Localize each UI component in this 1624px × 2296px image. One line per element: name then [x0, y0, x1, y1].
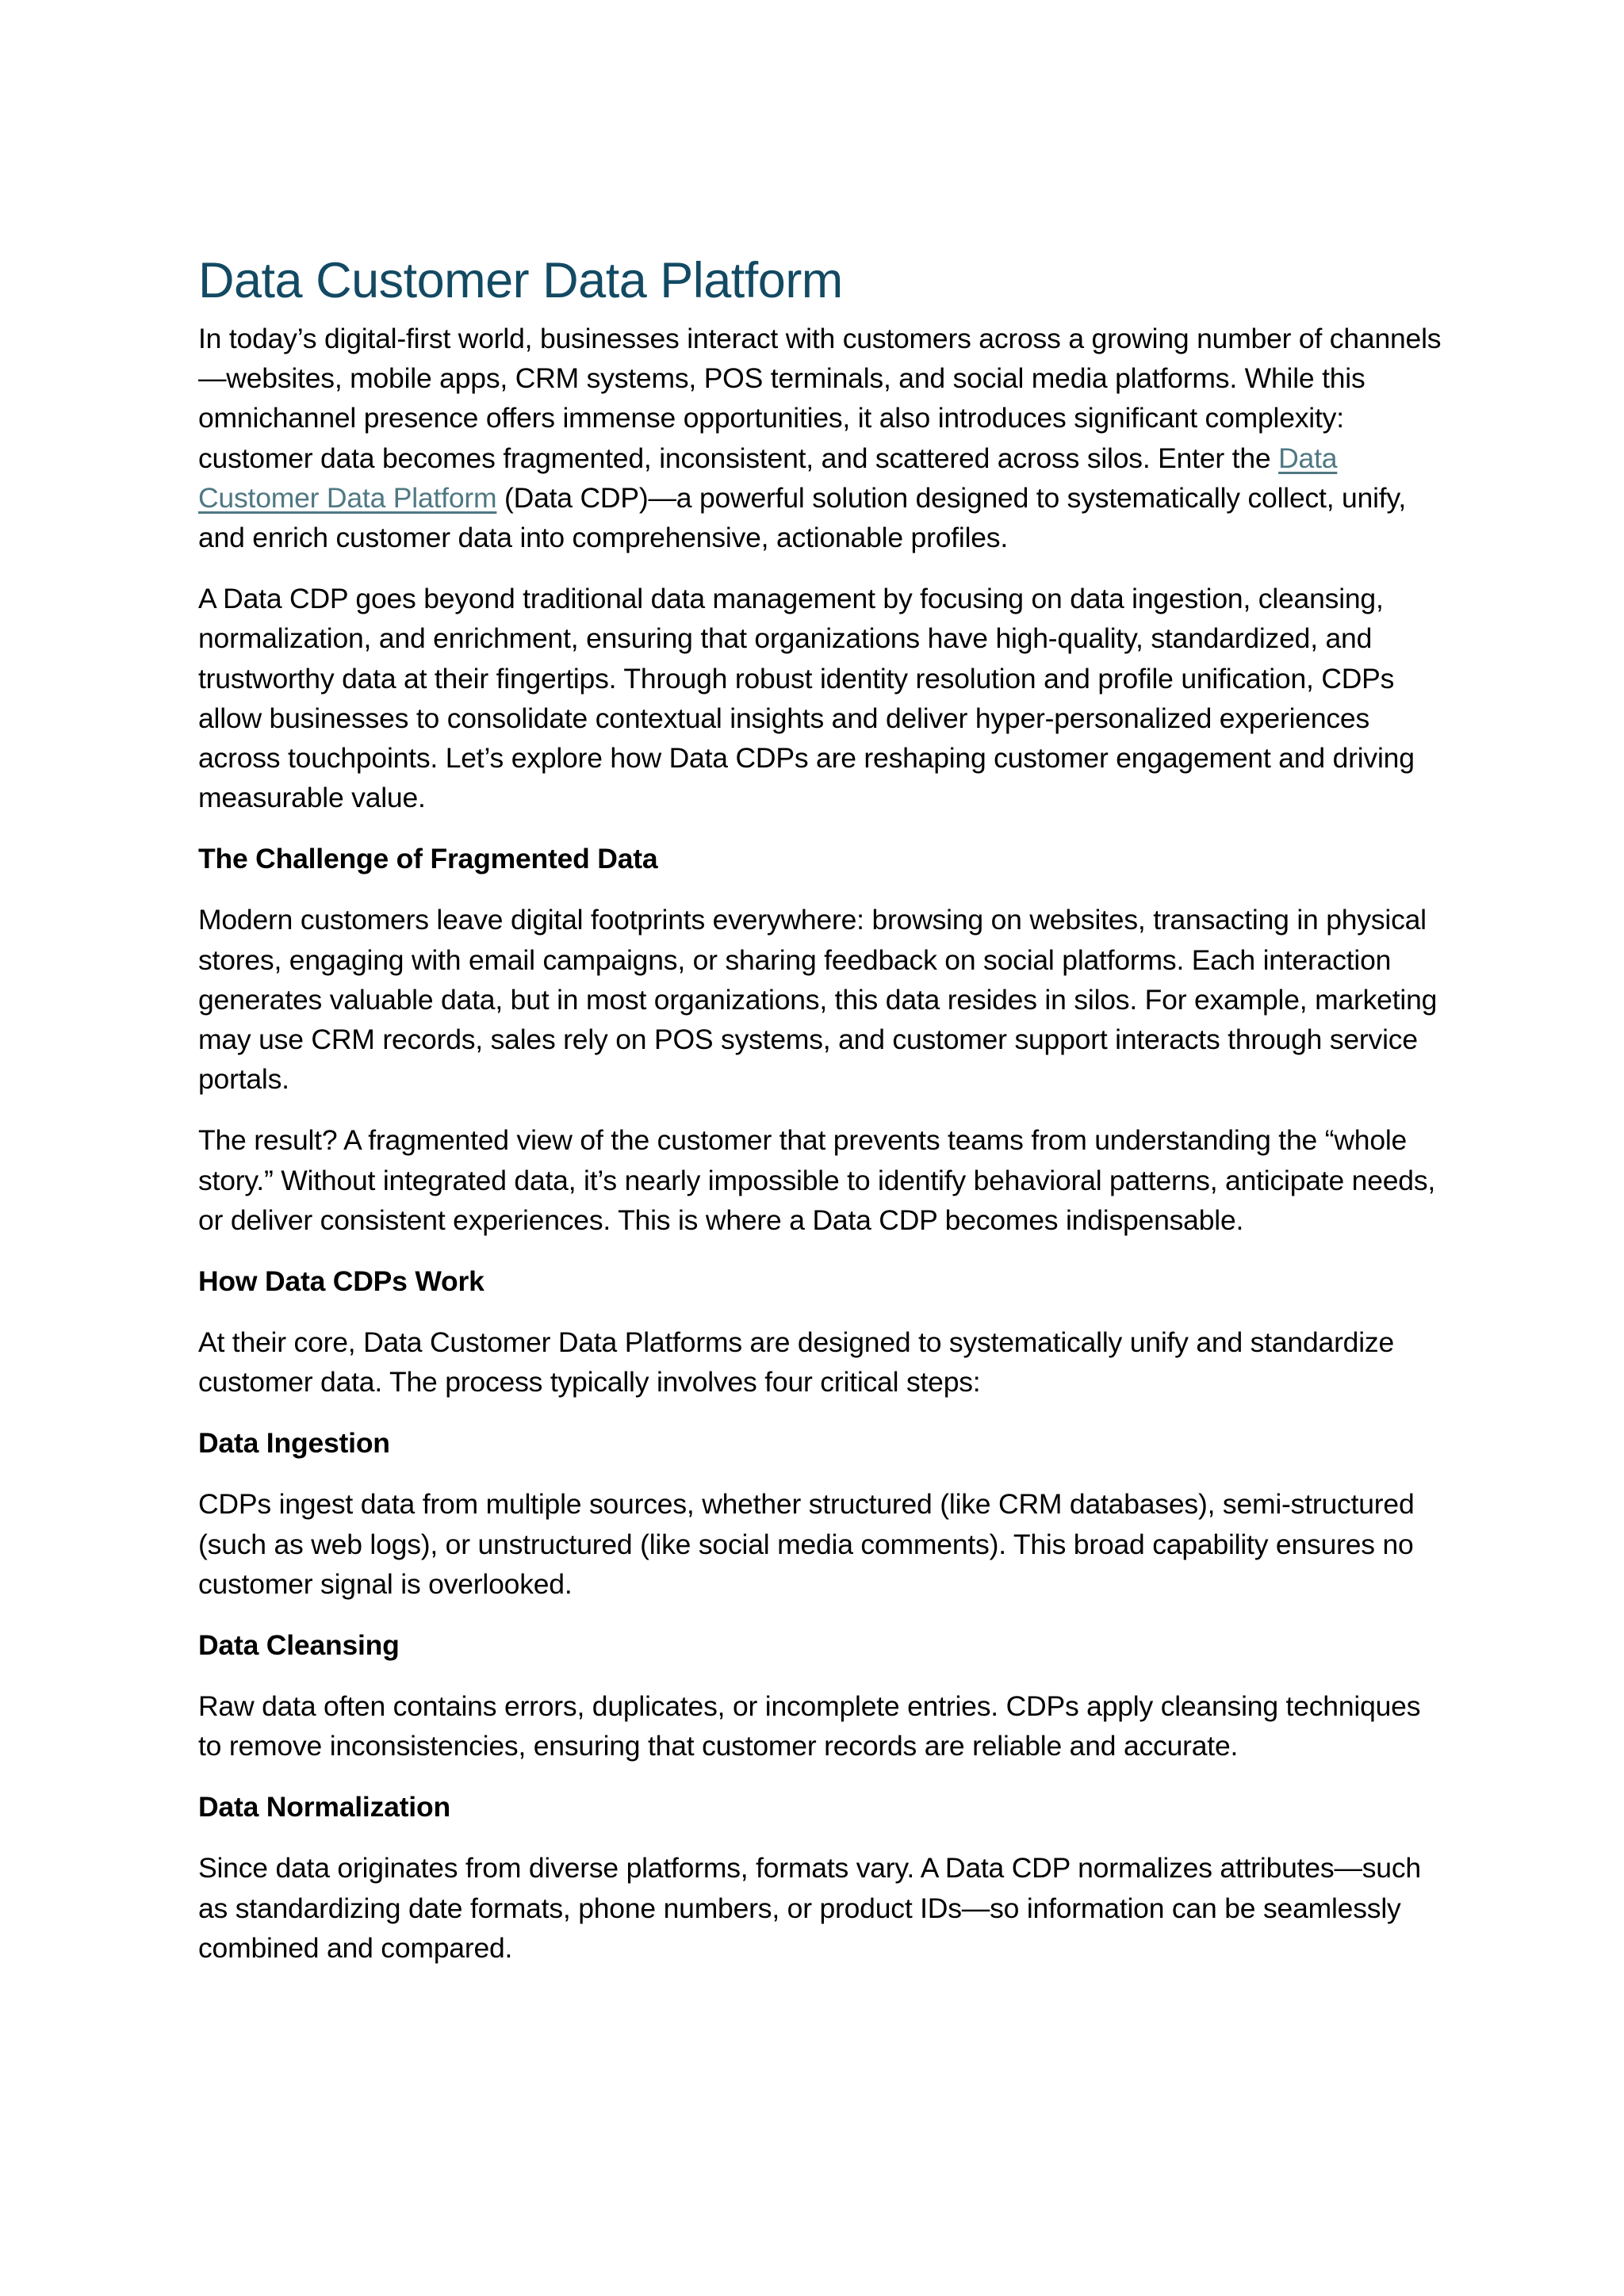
- data-normalization-paragraph: Since data originates from diverse platforms, formats vary. A Data CDP normalizes attributes—such as standardizing date formats, phone numbers, or product IDs—so information can be seamlessly combined and compared.: [198, 1852, 1421, 1964]
- heading-data-ingestion: Data Ingestion: [198, 1427, 390, 1460]
- intro-paragraph: [198, 319, 1451, 557]
- fragmented-data-paragraph-1: Modern customers leave digital footprints everywhere: browsing on websites, transacting in physical stores, engaging with email campaigns, or sharing feedback on social platforms. Each interaction generates valuable data, but in most organizations, this data resides in silos. For example, marketing may use CRM records, sales rely on POS systems, and customer support interacts through service portals.: [198, 904, 1438, 1096]
- heading-how-cdps-work: How Data CDPs Work: [198, 1265, 485, 1298]
- how-cdps-work-paragraph: At their core, Data Customer Data Platforms are designed to systematically unify and standardize customer data. The process typically involves four critical steps:: [198, 1326, 1395, 1399]
- heading-data-normalization: Data Normalization: [198, 1791, 450, 1823]
- heading-fragmented-data: The Challenge of Fragmented Data: [198, 843, 658, 875]
- data-ingestion-paragraph: CDPs ingest data from multiple sources, whether structured (like CRM databases), semi-structured (such as web logs), or unstructured (like social media comments). This broad capability ensures no customer signal is overlooked.: [198, 1488, 1415, 1600]
- fragmented-data-paragraph-2: The result? A fragmented view of the customer that prevents teams from understanding the “whole story.” Without integrated data, it’s nearly impossible to identify behavioral patterns, anticipate needs, or deliver consistent experiences. This is where a Data CDP becomes indispensable.: [198, 1124, 1436, 1236]
- data-cleansing-paragraph: Raw data often contains errors, duplicates, or incomplete entries. CDPs apply cleansing techniques to remove inconsistencies, ensuring that customer records are reliable and accurate.: [198, 1690, 1421, 1762]
- cdp-link[interactable]: Data Customer Data Platform: [198, 442, 1338, 514]
- heading-data-cleansing: Data Cleansing: [198, 1629, 400, 1662]
- overview-paragraph: A Data CDP goes beyond traditional data management by focusing on data ingestion, cleansing, normalization, and enrichment, ensuring that organizations have high-quality, standardized, and trustworthy data at their fingertips. Through robust identity resolution and profile unification, CDPs allow businesses to consolidate contextual insights and deliver hyper-personalized experiences across touchpoints. Let’s explore how Data CDPs are reshaping customer engagement and driving measurable value.: [198, 583, 1415, 814]
- document-title: Data Customer Data Platform: [198, 253, 843, 308]
- document-page: [198, 247, 1451, 1989]
- intro-text-after-link: (Data CDP)—a powerful solution designed to systematically collect, unify, and enrich customer data into comprehensive, actionable profiles.: [198, 481, 1407, 554]
- intro-text-before-link: In today’s digital-first world, businesses interact with customers across a growing number of channels—websites, mobile apps, CRM systems, POS terminals, and social media platforms. While this omnichannel presence offers immense opportunities, it also introduces significant complexity: customer data becomes fragmented, inconsistent, and scattered across silos. Enter the: [198, 323, 1442, 474]
